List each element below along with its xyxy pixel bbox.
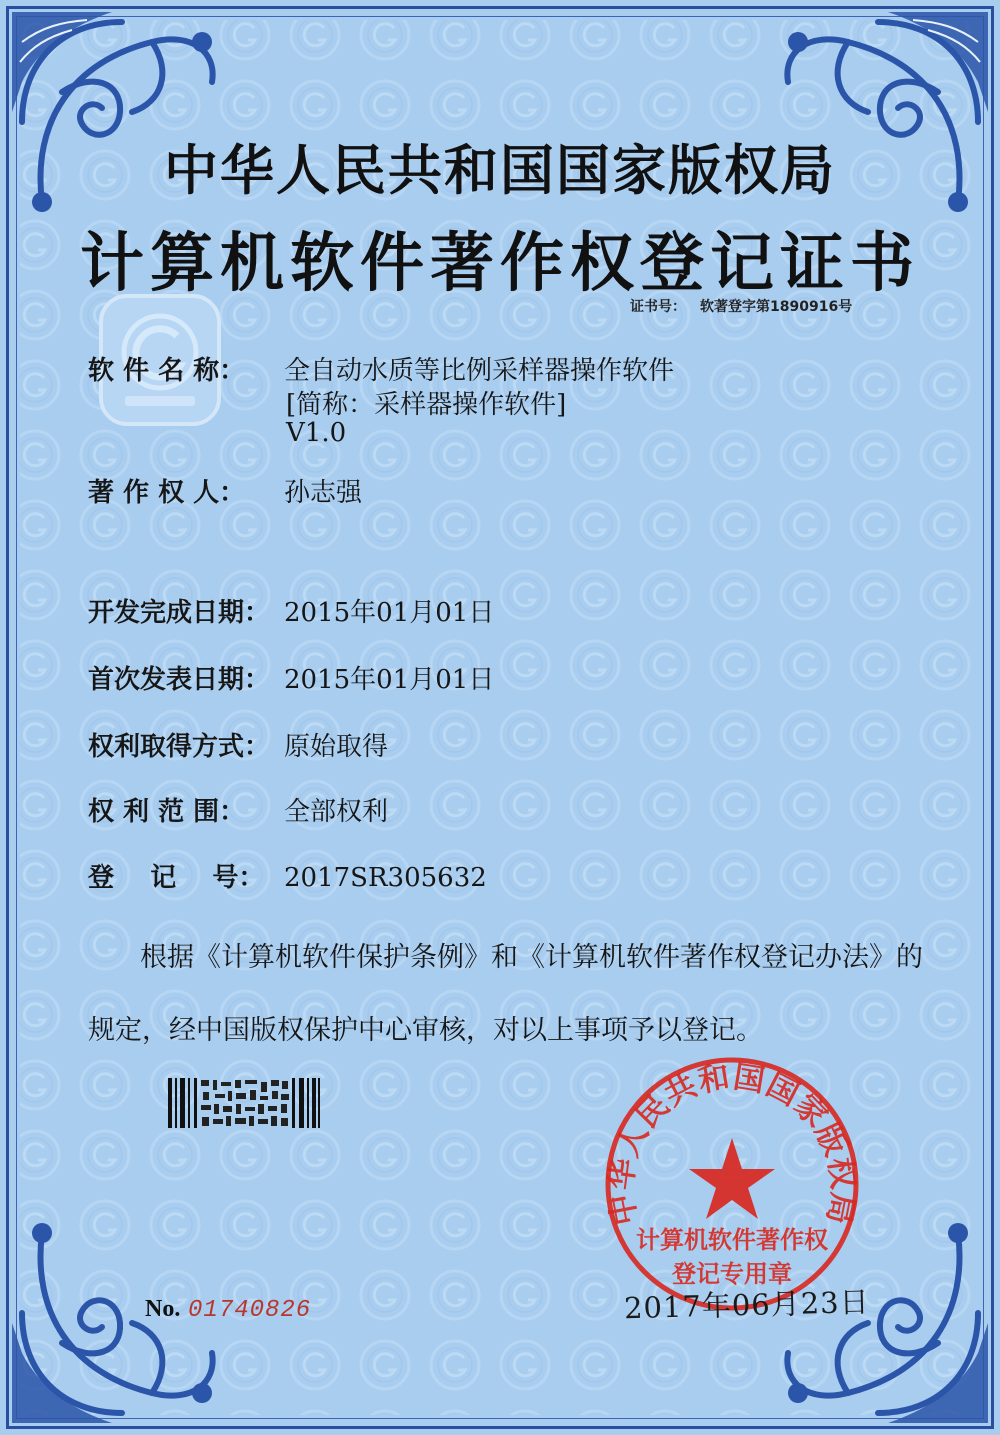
certificate-number-label: 证书号： <box>630 299 686 315</box>
software-name-label: 软 件 名 称： <box>88 356 246 386</box>
field-completion-date <box>88 592 494 629</box>
field-owner <box>88 472 362 509</box>
statement-line-2: 规定，经中国版权保护中心审核，对以上事项予以登记。 <box>88 1015 763 1046</box>
field-software-name <box>88 350 674 387</box>
acquisition-label: 权利取得方式： <box>88 732 271 762</box>
publish-date-value: 2015年01月01日 <box>284 665 495 695</box>
seal-outer-text: 中华人民共和国国家版权局 <box>603 1058 861 1229</box>
issue-date: 2017年06月23日 <box>623 1284 871 1326</box>
certificate-title: 计算机软件著作权登记证书 <box>80 227 920 301</box>
serial-prefix: No. <box>145 1296 181 1322</box>
statement-line-1: 根据《计算机软件保护条例》和《计算机软件著作权登记办法》的 <box>140 942 923 973</box>
seal-line-1: 计算机软件著作权 <box>636 1226 828 1254</box>
certificate-number-value: 软著登字第1890916号 <box>700 299 853 315</box>
publish-date-label: 首次发表日期： <box>88 665 271 695</box>
completion-date-value: 2015年01月01日 <box>284 598 495 628</box>
field-publish-date <box>88 659 494 696</box>
official-seal <box>600 1052 864 1316</box>
field-registration-number <box>88 857 487 894</box>
certificate-number <box>630 296 852 316</box>
field-acquisition <box>88 726 388 763</box>
software-version: V1.0 <box>286 418 347 448</box>
scope-value: 全部权利 <box>284 797 389 827</box>
registration-number-value: 2017SR305632 <box>284 863 487 893</box>
scope-label: 权 利 范 围： <box>88 797 246 827</box>
software-name-value: 全自动水质等比例采样器操作软件 <box>284 356 675 386</box>
serial-value: 01740826 <box>187 1297 312 1324</box>
seal-line-2: 登记专用章 <box>672 1260 792 1288</box>
owner-label: 著 作 权 人： <box>88 478 246 508</box>
issuing-authority: 中华人民共和国国家版权局 <box>164 139 836 202</box>
field-scope <box>88 791 388 828</box>
barcode-icon <box>168 1078 320 1128</box>
completion-date-label: 开发完成日期： <box>88 598 271 628</box>
registration-number-label: 登 记 号： <box>88 863 265 893</box>
software-short-name: [简称：采样器操作软件] <box>286 390 567 420</box>
owner-value: 孙志强 <box>284 478 363 508</box>
acquisition-value: 原始取得 <box>284 732 389 762</box>
serial-number <box>145 1294 311 1324</box>
